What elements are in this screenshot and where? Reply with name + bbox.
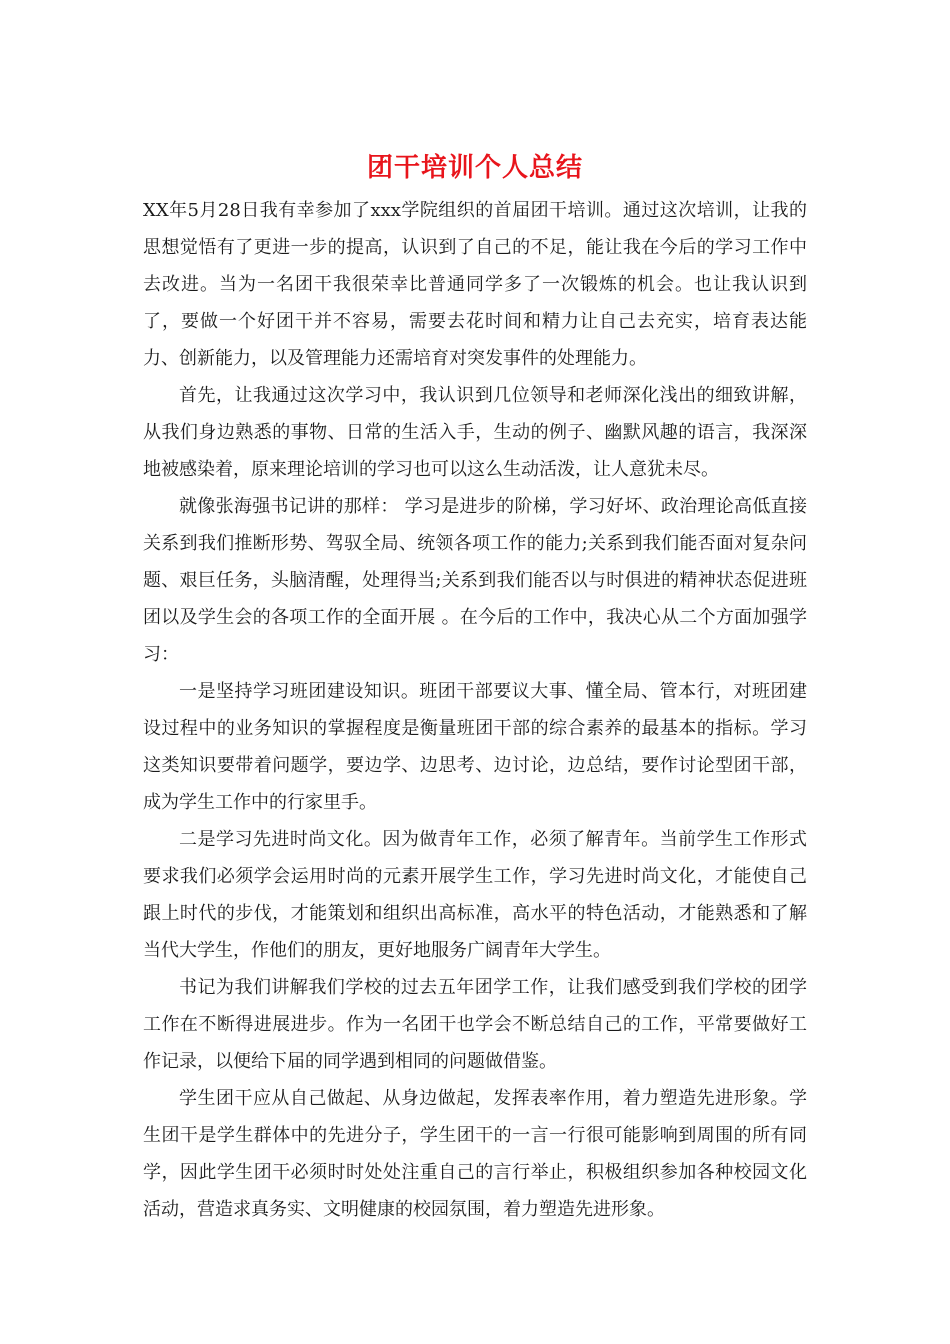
paragraph-quote: 就像张海强书记讲的那样： 学习是进步的阶梯，学习好坏、政治理论高低直接关系到我们推断形势、驾驭全局、统领各项工作的能力;关系到我们能否面对复杂问题、艰巨任务，头脑清醒，处理得当;关系到我们能否以与时俱进的精神状态促进班团以及学生会的各项工作的全面开展 。在今后的工作中，我决心从二个方面加强学习： [143, 496, 807, 665]
paragraph-role-model: 学生团干应从自己做起、从身边做起，发挥表率作用，着力塑造先进形象。学生团干是学生群体中的先进分子，学生团干的一言一行很可能影响到周围的所有同学，因此学生团干必须时时处处注重自己的言行举止，积极组织参加各种校园文化活动，营造求真务实、文明健康的校园氛围，着力塑造先进形象。 [143, 1088, 807, 1220]
paragraph-secretary: 书记为我们讲解我们学校的过去五年团学工作，让我们感受到我们学校的团学工作在不断得进展进步。作为一名团干也学会不断总结自己的工作，平常要做好工作记录，以便给下届的同学遇到相同的问题做借鉴。 [143, 977, 807, 1072]
paragraph-point-two: 二是学习先进时尚文化。因为做青年工作，必须了解青年。当前学生工作形式要求我们必须学会运用时尚的元素开展学生工作，学习先进时尚文化，才能使自己跟上时代的步伐，才能策划和组织出高标准，高水平的特色活动，才能熟悉和了解当代大学生，作他们的朋友，更好地服务广阔青年大学生。 [143, 829, 807, 961]
document-title: 团干培训个人总结 [366, 153, 583, 183]
paragraph-point-one: 一是坚持学习班团建设知识。班团干部要议大事、懂全局、管本行，对班团建设过程中的业务知识的掌握程度是衡量班团干部的综合素养的最基本的指标。学习这类知识要带着问题学，要边学、边思考、边讨论，边总结，要作讨论型团干部，成为学生工作中的行家里手。 [143, 681, 807, 813]
document-body [143, 192, 807, 1228]
paragraph-intro: XX年5月28日我有幸参加了xxx学院组织的首届团干培训。通过这次培训，让我的思想觉悟有了更进一步的提高，认识到了自己的不足，能让我在今后的学习工作中去改进。当为一名团干我很荣幸比普通同学多了一次锻炼的机会。也让我认识到了，要做一个好团干并不容易，需要去花时间和精力让自己去充实，培育表达能力、创新能力，以及管理能力还需培育对突发事件的处理能力。 [143, 200, 807, 369]
paragraph-firstly: 首先，让我通过这次学习中，我认识到几位领导和老师深化浅出的细致讲解，从我们身边熟悉的事物、日常的生活入手，生动的例子、幽默风趣的语言，我深深地被感染着，原来理论培训的学习也可以这么生动活泼，让人意犹未尽。 [143, 385, 807, 480]
